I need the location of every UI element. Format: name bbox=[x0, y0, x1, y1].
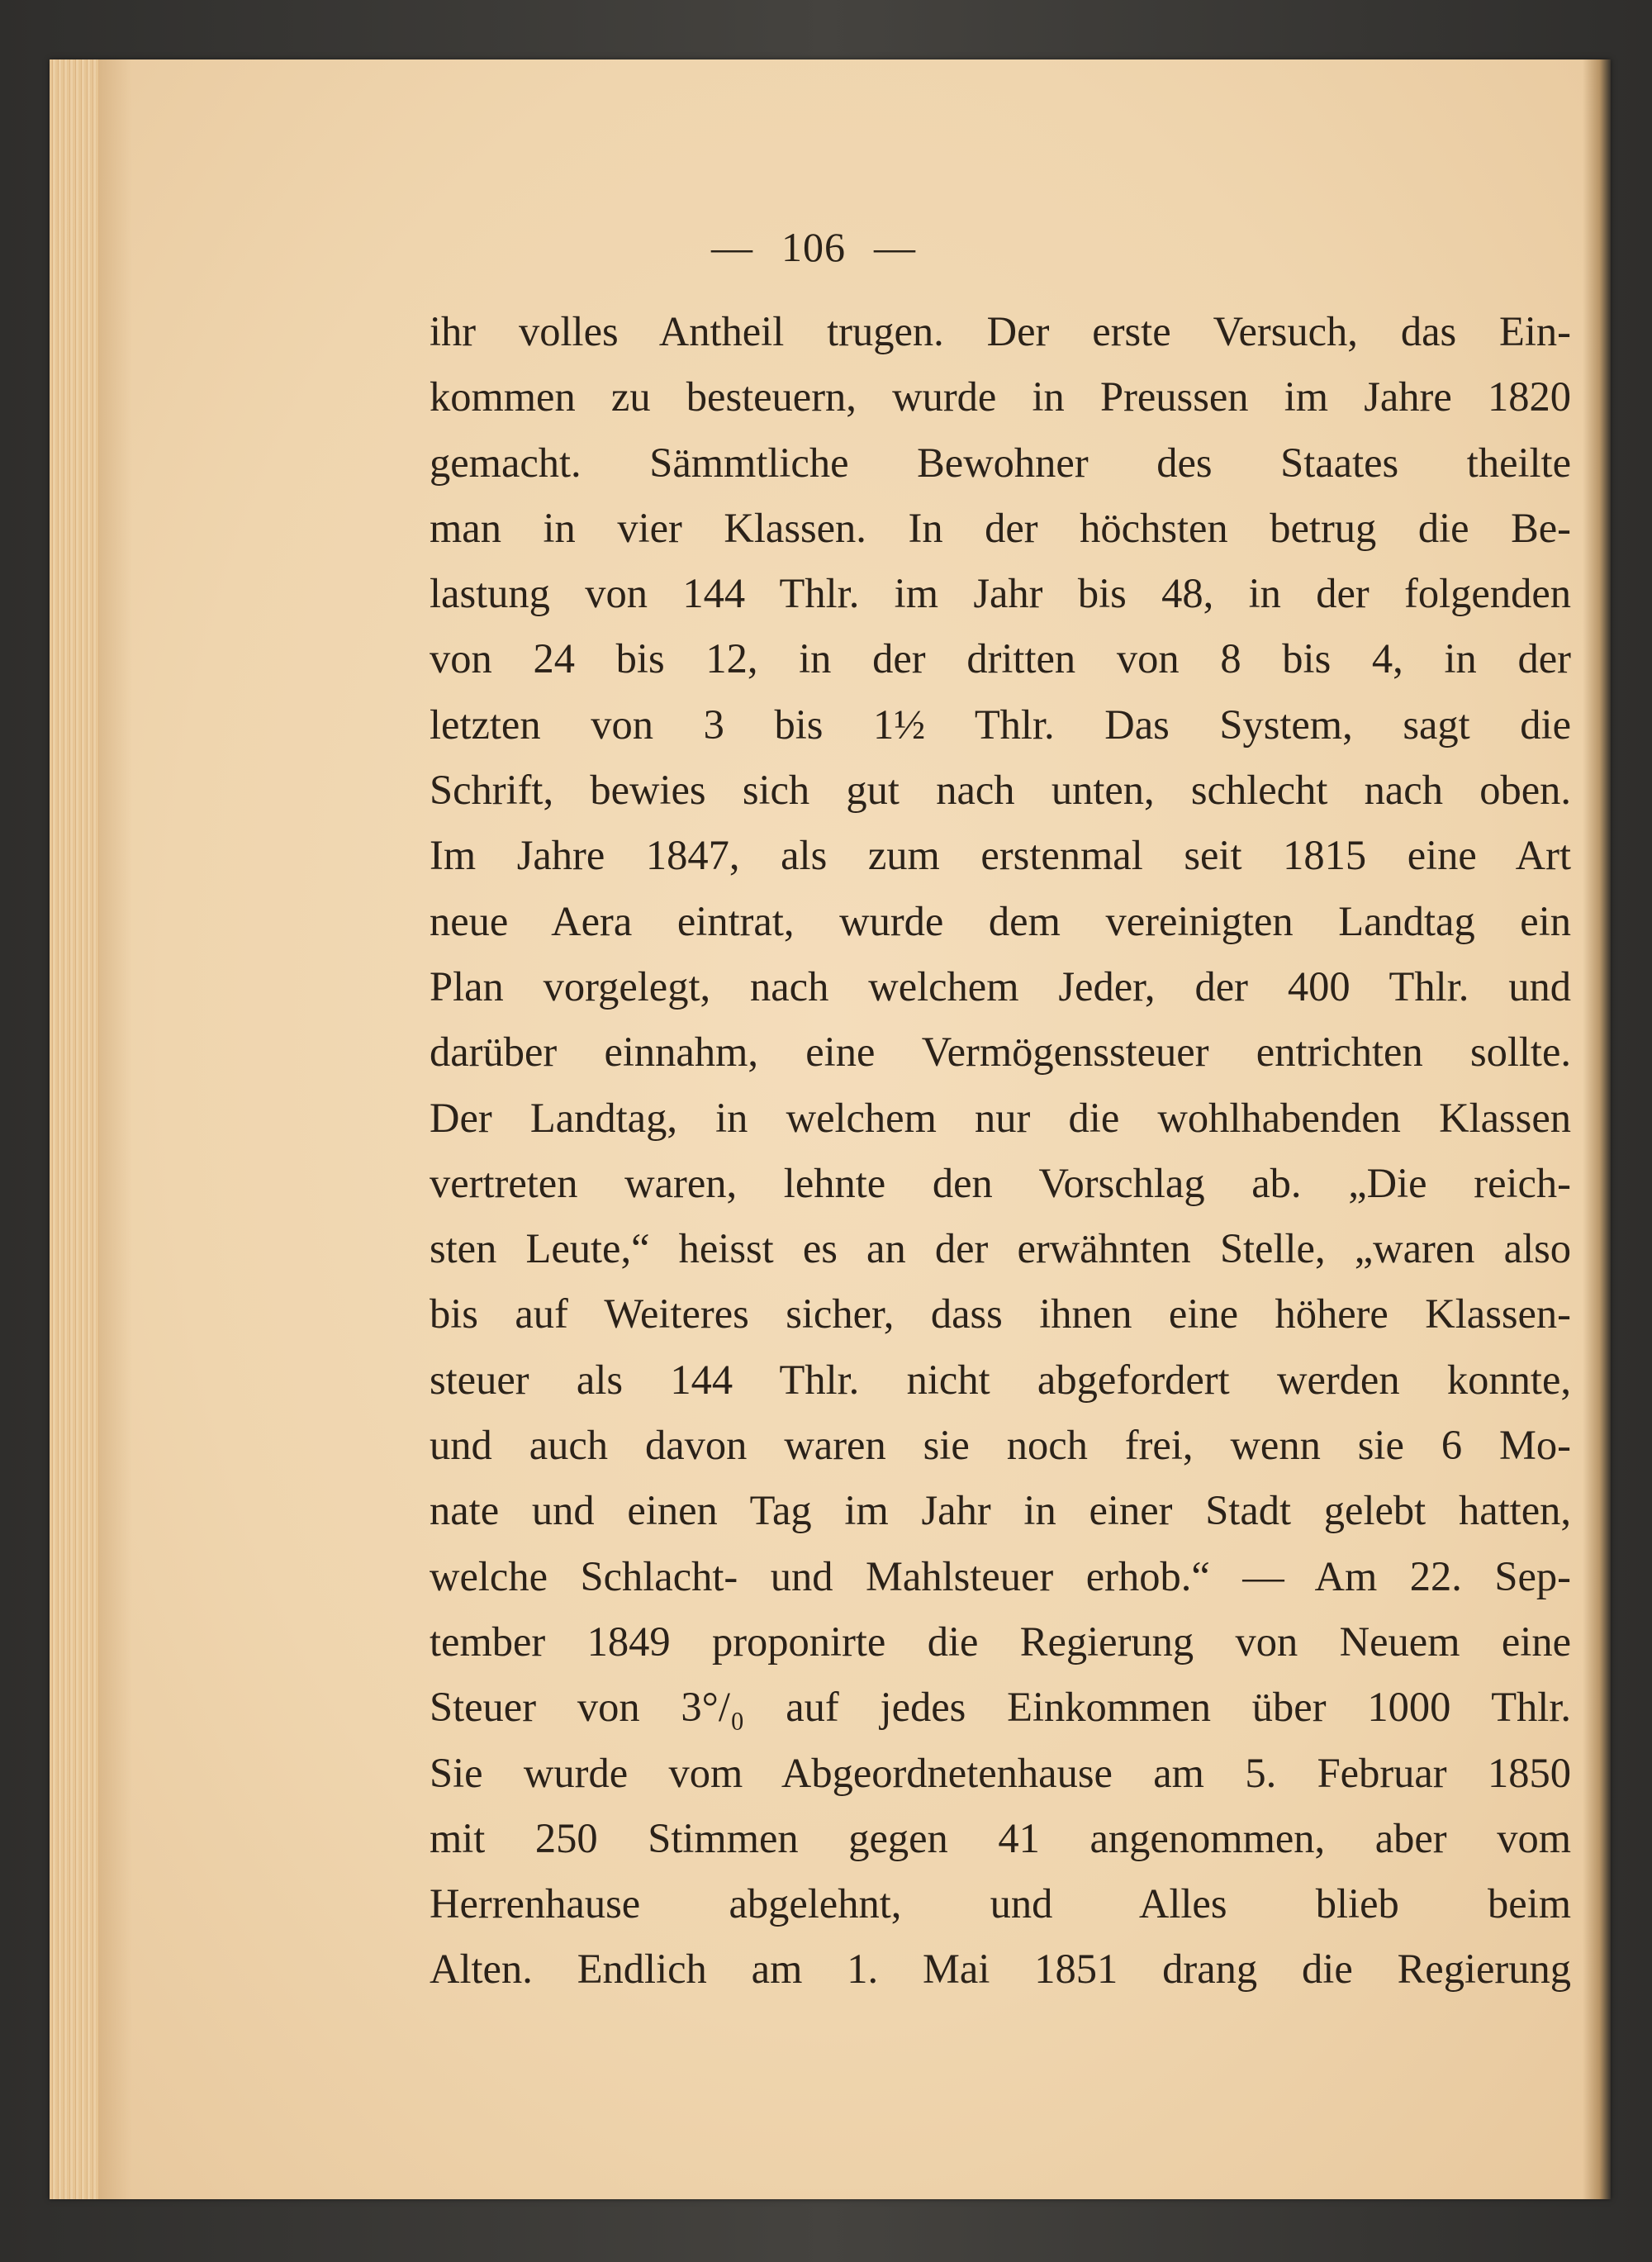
page-number-header bbox=[50, 223, 1594, 271]
text-line: sten Leute,“ heisst es an der erwähnten Stelle, „waren also bbox=[430, 1225, 1571, 1272]
page-number: 106 bbox=[781, 224, 846, 270]
text-line: Im Jahre 1847, als zum erstenmal seit 1815 eine Art bbox=[430, 832, 1571, 879]
page-edge-shadow bbox=[99, 59, 132, 2199]
text-line: neue Aera eintrat, wurde dem vereinigten Landtag ein bbox=[430, 897, 1571, 944]
text-line: letzten von 3 bis 1½ Thlr. Das System, sagt die bbox=[430, 701, 1571, 748]
text-line: bis auf Weiteres sicher, dass ihnen eine höhere Klassen- bbox=[430, 1290, 1571, 1338]
page-number-dash-right: — bbox=[874, 224, 916, 270]
text-line: nate und einen Tag im Jahr in einer Stadt gelebt hatten, bbox=[430, 1487, 1571, 1534]
text-line: tember 1849 proponirte die Regierung von Neuem eine bbox=[430, 1618, 1571, 1665]
text-line: Plan vorgelegt, nach welchem Jeder, der 400 Thlr. und bbox=[430, 962, 1571, 1010]
text-line: Steuer von 3°/₀ auf jedes Einkommen über 1000 Thlr. bbox=[430, 1684, 1571, 1731]
book-page bbox=[50, 59, 1611, 2199]
text-line: darüber einnahm, eine Vermögenssteuer entrichten sollte. bbox=[430, 1029, 1571, 1076]
text-line: Schrift, bewies sich gut nach unten, schlecht nach oben. bbox=[430, 767, 1571, 814]
text-line: vertreten waren, lehnte den Vorschlag ab. „Die reich- bbox=[430, 1159, 1571, 1206]
text-line: Herrenhause abgelehnt, und Alles blieb beim bbox=[430, 1880, 1571, 1927]
binding-gutter bbox=[1583, 59, 1611, 2199]
text-line: man in vier Klassen. In der höchsten betrug die Be- bbox=[430, 504, 1571, 551]
text-line: von 24 bis 12, in der dritten von 8 bis 4, in der bbox=[430, 635, 1571, 682]
text-line: ihr volles Antheil trugen. Der erste Versuch, das Ein- bbox=[430, 308, 1571, 354]
text-line: welche Schlacht- und Mahlsteuer erhob.“ — Am 22. Sep- bbox=[430, 1552, 1571, 1599]
page-edge-stack bbox=[50, 59, 99, 2199]
body-text bbox=[430, 299, 1571, 2003]
text-line: kommen zu besteuern, wurde in Preussen im Jahre 1820 bbox=[430, 373, 1571, 421]
text-line: mit 250 Stimmen gegen 41 angenommen, aber vom bbox=[430, 1814, 1571, 1861]
text-line: lastung von 144 Thlr. im Jahr bis 48, in der folgenden bbox=[430, 570, 1571, 617]
text-line: Alten. Endlich am 1. Mai 1851 drang die Regierung bbox=[430, 1946, 1571, 1993]
text-line: und auch davon waren sie noch frei, wenn sie 6 Mo- bbox=[430, 1422, 1571, 1469]
text-line: Der Landtag, in welchem nur die wohlhabenden Klassen bbox=[430, 1094, 1571, 1141]
text-line: Sie wurde vom Abgeordnetenhause am 5. Februar 1850 bbox=[430, 1749, 1571, 1796]
text-line: gemacht. Sämmtliche Bewohner des Staates theilte bbox=[430, 439, 1571, 486]
page-number-dash-left: — bbox=[711, 224, 753, 270]
text-line: steuer als 144 Thlr. nicht abgefordert werden konnte, bbox=[430, 1356, 1571, 1403]
